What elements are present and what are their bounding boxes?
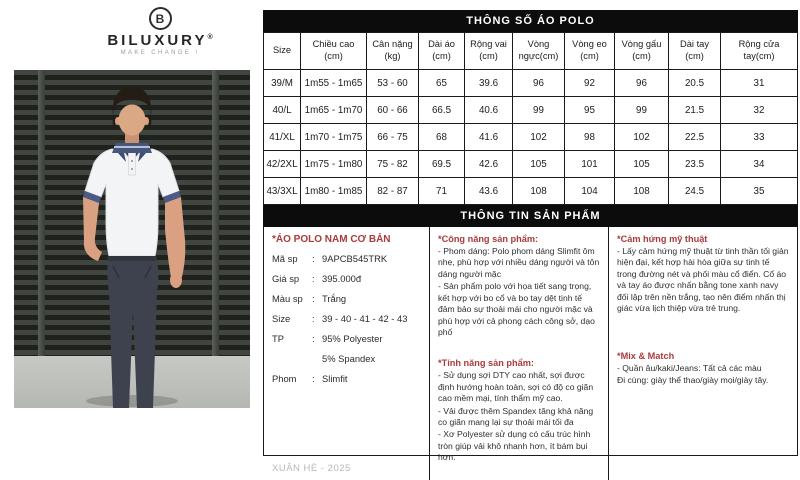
kv-label: Size [272, 313, 291, 324]
cell: 105 [615, 151, 669, 178]
cell: 1m55 - 1m65 [301, 70, 367, 97]
paragraph: - Sử dụng sợi DTY cao nhất, sợi được định hướng hoàn toàn, sợi có độ co giãn cao mềm mại, tính thẩm mỹ cao. [438, 370, 594, 404]
brand-logo-icon [149, 7, 172, 30]
cell: 34 [721, 151, 798, 178]
cell: 53 - 60 [367, 70, 419, 97]
cell: 108 [615, 178, 669, 205]
brand-logo [84, 7, 236, 56]
cell: 24.5 [669, 178, 721, 205]
kv-row-color [272, 293, 421, 304]
col-header: Rộng vai (cm) [465, 33, 513, 70]
cell: 108 [513, 178, 565, 205]
section-heading: *Mix & Match [617, 350, 675, 361]
table-row [264, 97, 798, 124]
paragraph: - Lấy cảm hứng mỹ thuật từ tinh thần tối giản hiện đại, kết hợp hài hòa giữa sự tinh tế trong đường nét và phối màu cổ điển. Cổ áo và tay áo được nhấn bằng tone xanh navy đối lập trên nền trắng, tạo nên điểm nhấn thị giác vừa lịch thiệp vừa trẻ trung. [617, 246, 789, 314]
kv-value: Trắng [322, 293, 347, 304]
cell: 42.6 [465, 151, 513, 178]
cell: 40.6 [465, 97, 513, 124]
kv-value: 95% Polyester [322, 333, 383, 344]
cell: 20.5 [669, 70, 721, 97]
info-column-basic [264, 227, 430, 480]
cell: 23.5 [669, 151, 721, 178]
cell-size: 40/L [264, 97, 301, 124]
info-column-style [609, 227, 797, 480]
cell: 99 [615, 97, 669, 124]
kv-label: Màu sp [272, 293, 303, 304]
kv-label: Phom [272, 373, 297, 384]
col-header: Dài áo (cm) [419, 33, 465, 70]
cell: 71 [419, 178, 465, 205]
kv-row-code [272, 253, 421, 264]
cell: 66 - 75 [367, 124, 419, 151]
product-info [263, 227, 798, 474]
cell: 65 [419, 70, 465, 97]
cell: 96 [615, 70, 669, 97]
cell: 33 [721, 124, 798, 151]
kv-sep: : [312, 313, 315, 324]
cell: 1m65 - 1m70 [301, 97, 367, 124]
cell: 41.6 [465, 124, 513, 151]
section-heading: *Tính năng sản phẩm: [438, 358, 534, 369]
cell: 102 [615, 124, 669, 151]
brand-tagline: MAKE CHANGE ! [120, 50, 200, 56]
col-header: Vòng ngực(cm) [513, 33, 565, 70]
model-illustration [14, 70, 250, 408]
cell: 101 [565, 151, 615, 178]
cell: 82 - 87 [367, 178, 419, 205]
paragraph: - Phom dáng: Polo phom dáng Slimfit ôm nhẹ, phù hợp với nhiều dáng người và tôn dáng người mặc [438, 246, 600, 279]
kv-value: 5% Spandex [322, 353, 376, 364]
cell-size: 42/2XL [264, 151, 301, 178]
cell: 1m70 - 1m75 [301, 124, 367, 151]
cell-size: 41/XL [264, 124, 301, 151]
registered-mark: ® [207, 34, 213, 41]
model-photo [14, 70, 250, 408]
kv-label: TP [272, 333, 284, 344]
kv-row-material [272, 333, 421, 344]
section-fabric [438, 358, 600, 464]
cell: 32 [721, 97, 798, 124]
cell: 60 - 66 [367, 97, 419, 124]
cell: 96 [513, 70, 565, 97]
col-header: Vòng gấu (cm) [615, 33, 669, 70]
kv-row-price [272, 273, 421, 284]
kv-value: 9APCB545TRK [322, 253, 388, 264]
section-mix-match [617, 351, 789, 388]
kv-label: Giá sp [272, 273, 300, 284]
cell: 21.5 [669, 97, 721, 124]
cell: 1m80 - 1m85 [301, 178, 367, 205]
kv-value: Slimfit [322, 373, 348, 384]
section-inspiration [617, 234, 789, 316]
kv-label: Mã sp [272, 253, 298, 264]
spec-header-row [264, 33, 798, 70]
table-row [264, 178, 798, 205]
kv-sep: : [312, 293, 315, 304]
paragraph: - Quần âu/kaki/Jeans: Tất cả các màu [617, 362, 762, 373]
brand-name-text: BILUXURY [107, 32, 208, 49]
cell: 39.6 [465, 70, 513, 97]
cell: 95 [565, 97, 615, 124]
cell: 35 [721, 178, 798, 205]
cell: 43.6 [465, 178, 513, 205]
table-row [264, 70, 798, 97]
col-header: Vòng eo (cm) [565, 33, 615, 70]
paragraph: - Xơ Polyester sử dụng có cấu trúc hình tròn giúp vải khô nhanh hơn, ít bám bụi hơn. [438, 429, 591, 463]
paragraph: Đi cùng: giày thể thao/giày mọi/giày tây. [617, 374, 769, 385]
cell-size: 43/3XL [264, 178, 301, 205]
cell: 66.5 [419, 97, 465, 124]
kv-sep: : [312, 373, 315, 384]
kv-value: 39 - 40 - 41 - 42 - 43 [322, 313, 408, 324]
info-column-features [430, 227, 609, 480]
cell: 98 [565, 124, 615, 151]
paragraph: - Vải được thêm Spandex tăng khả năng co giãn mang lại sự thoải mái tối đa [438, 405, 594, 428]
kv-row-fit [272, 373, 421, 384]
product-sheet [263, 10, 798, 474]
info-title-bar: THÔNG TIN SẢN PHẨM [263, 205, 798, 227]
spec-table [263, 32, 798, 205]
section-heading: *Cảm hứng mỹ thuật [617, 234, 708, 244]
cell: 68 [419, 124, 465, 151]
col-header: Size [264, 33, 301, 70]
kv-sep: : [312, 253, 315, 264]
brand-name [84, 32, 236, 49]
kv-sep: : [312, 273, 315, 284]
cell: 1m75 - 1m80 [301, 151, 367, 178]
logo-letter: B [155, 11, 165, 26]
cell: 69.5 [419, 151, 465, 178]
kv-row-size [272, 313, 421, 324]
kv-sep: : [312, 333, 315, 344]
season-label: XUÂN HÈ - 2025 [272, 462, 351, 474]
cell-size: 39/M [264, 70, 301, 97]
col-header: Dài tay (cm) [669, 33, 721, 70]
section-functions [438, 234, 600, 339]
kv-value: 395.000đ [322, 273, 362, 284]
cell: 31 [721, 70, 798, 97]
cell: 102 [513, 124, 565, 151]
cell: 99 [513, 97, 565, 124]
col-header: Rộng cửa tay(cm) [721, 33, 798, 70]
cell: 75 - 82 [367, 151, 419, 178]
cell: 104 [565, 178, 615, 205]
cell: 105 [513, 151, 565, 178]
kv-row-material-2 [272, 353, 421, 364]
cell: 22.5 [669, 124, 721, 151]
col-header: Cân nặng (kg) [367, 33, 419, 70]
product-heading: *ÁO POLO NAM CƠ BẢN [272, 234, 391, 245]
paragraph: - Sản phẩm polo với họa tiết sang trọng, kết hợp với bo cổ và bo tay dệt tinh tế đảm bảo sự thoải mái cho người mặc và phù hợp với cả phong cách công sở, dạo phố [438, 281, 595, 337]
table-row [264, 124, 798, 151]
table-row [264, 151, 798, 178]
spec-table-title-bar: THÔNG SỐ ÁO POLO [263, 10, 798, 32]
section-heading: *Công năng sản phẩm: [438, 234, 539, 244]
col-header: Chiều cao (cm) [301, 33, 367, 70]
cell: 92 [565, 70, 615, 97]
